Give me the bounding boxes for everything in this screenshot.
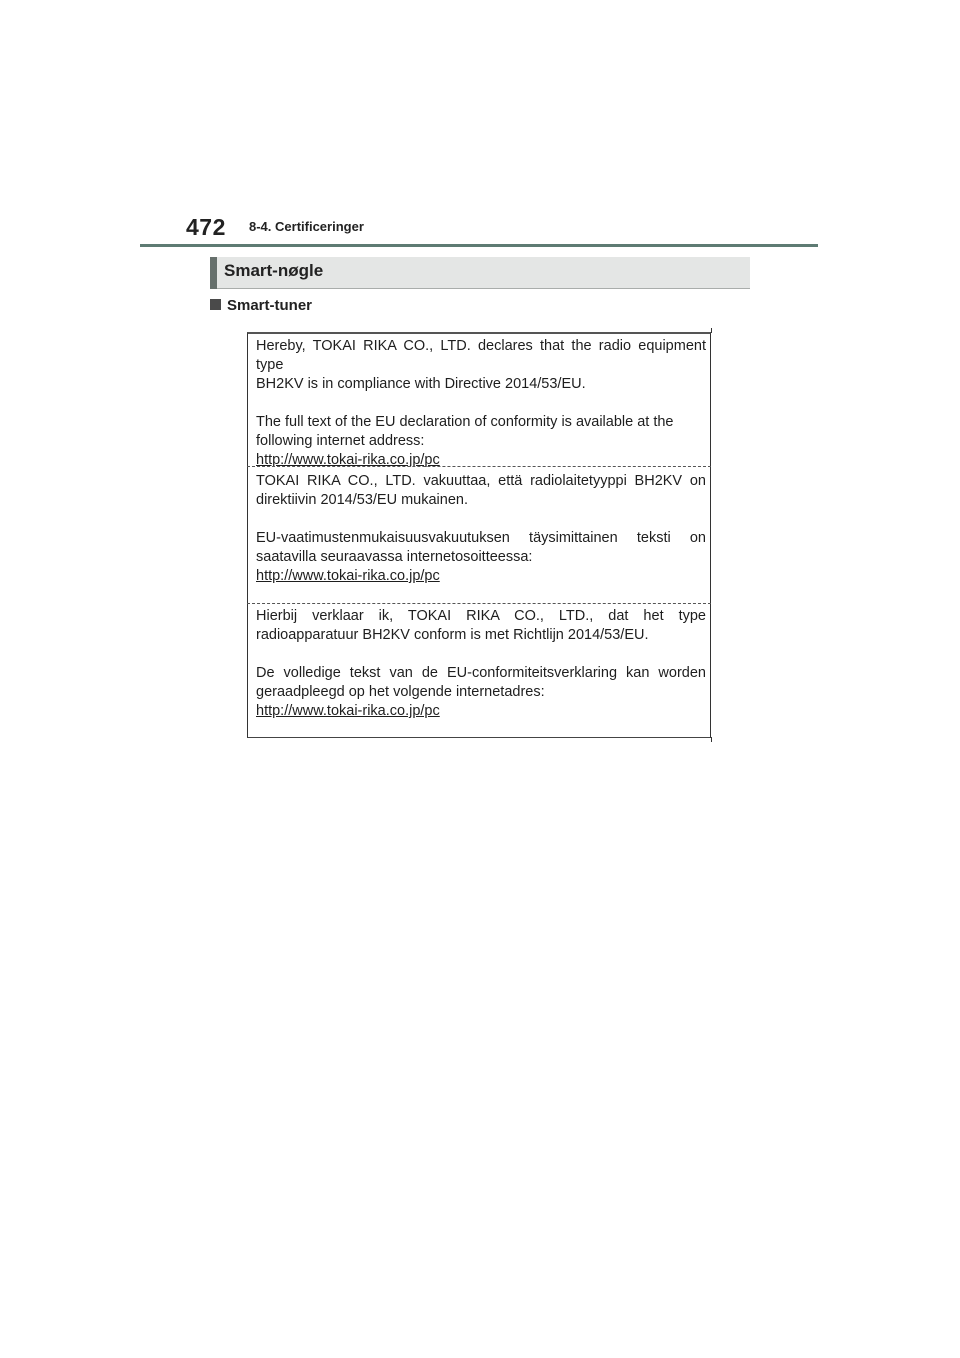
declaration-line: TOKAI RIKA CO., LTD. vakuuttaa, että radiolaitetyyppi BH2KV on — [256, 473, 706, 489]
declaration-finnish — [256, 472, 706, 586]
declaration-line: radioapparatuur BH2KV conform is met Richtlijn 2014/53/EU. — [256, 627, 649, 643]
header-rule — [140, 244, 818, 247]
declaration-english — [256, 337, 706, 470]
heading-accent-bar — [210, 257, 217, 289]
declaration-line: BH2KV is in compliance with Directive 2014/53/EU. — [256, 376, 586, 392]
declaration-line: saatavilla seuraavassa internetosoitteessa: — [256, 549, 533, 565]
square-bullet-icon — [210, 299, 221, 310]
subheading — [210, 297, 312, 314]
declaration-link[interactable]: http://www.tokai-rika.co.jp/pc — [256, 452, 440, 468]
declaration-link[interactable]: http://www.tokai-rika.co.jp/pc — [256, 703, 440, 719]
frame-corner-tick — [711, 328, 712, 333]
declaration-divider — [247, 466, 711, 467]
declaration-line: Hierbij verklaar ik, TOKAI RIKA CO., LTD., dat het type — [256, 608, 706, 624]
frame-corner-tick — [711, 737, 712, 742]
heading-title: Smart-nøgle — [224, 261, 324, 280]
subheading-text: Smart-tuner — [227, 297, 313, 314]
declaration-line: De volledige tekst van de EU-conformiteitsverklaring kan worden — [256, 665, 706, 681]
declaration-divider — [247, 603, 711, 604]
declaration-dutch — [256, 607, 706, 721]
heading-box — [210, 257, 750, 289]
declaration-line: direktiivin 2014/53/EU mukainen. — [256, 492, 468, 508]
declaration-line: geraadpleegd op het volgende internetadres: — [256, 684, 545, 700]
declaration-link[interactable]: http://www.tokai-rika.co.jp/pc — [256, 568, 440, 584]
page-number: 472 — [186, 214, 226, 240]
declaration-line: following internet address: — [256, 433, 425, 449]
declaration-line: The full text of the EU declaration of conformity is available at the — [256, 414, 674, 430]
declaration-line: Hereby, TOKAI RIKA CO., LTD. declares that the radio equipment type — [256, 338, 706, 373]
declaration-line: EU-vaatimustenmukaisuusvakuutuksen täysimittainen teksti on — [256, 530, 706, 546]
section-title: 8-4. Certificeringer — [249, 219, 364, 234]
